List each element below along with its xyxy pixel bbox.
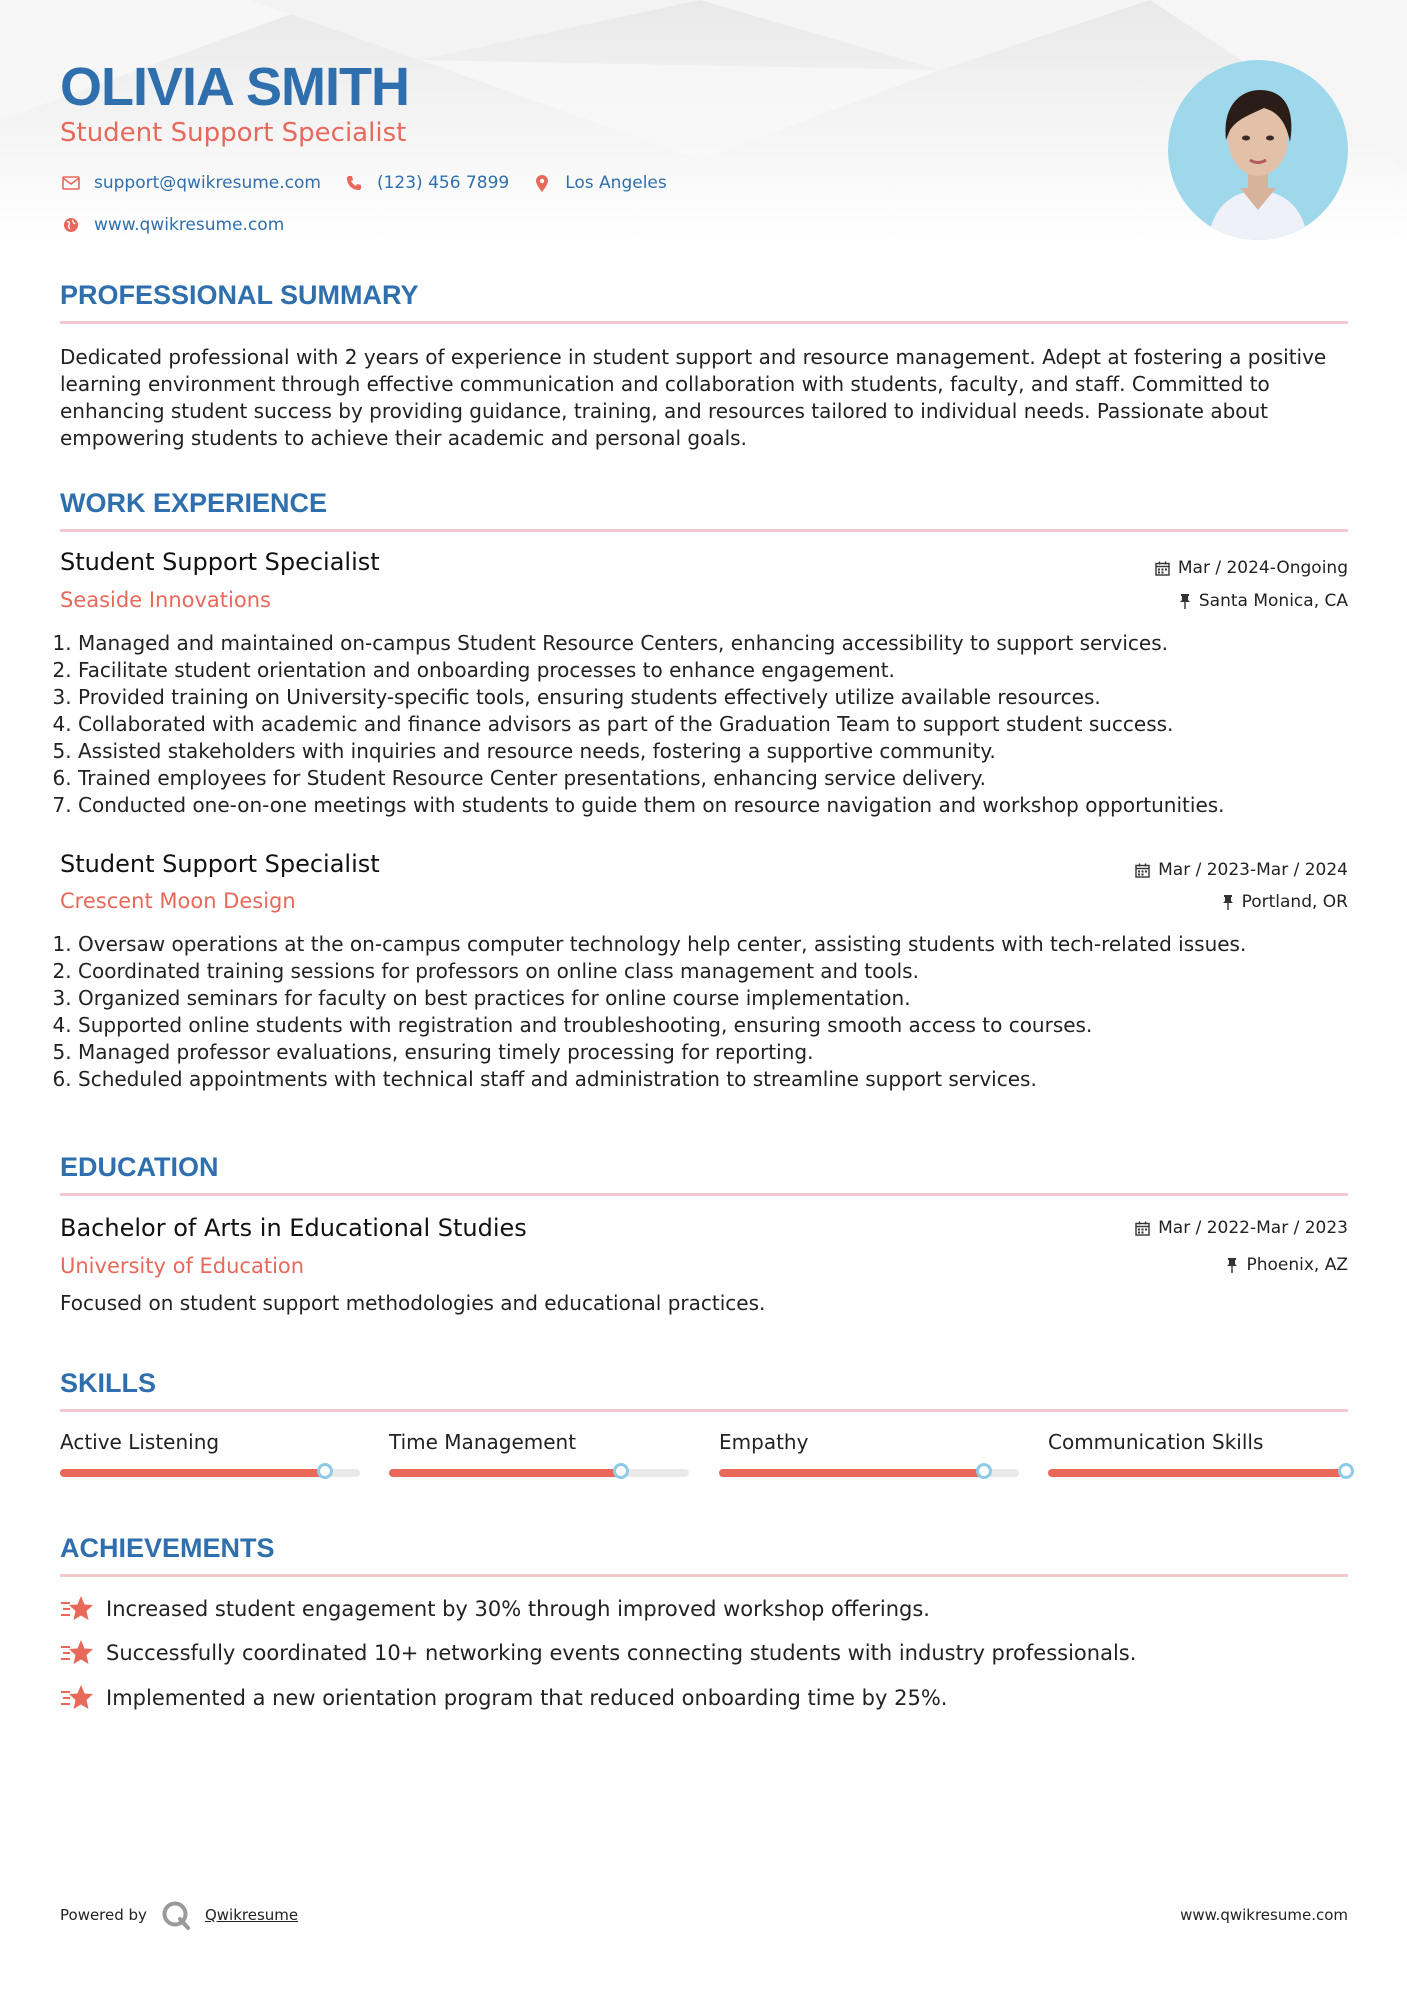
qwikresume-logo-icon bbox=[161, 1900, 191, 1930]
list-item: 6. Scheduled appointments with technical staff and administration to streamline support services. bbox=[78, 1066, 1348, 1093]
job-location bbox=[1222, 892, 1348, 912]
skill-track bbox=[1048, 1469, 1348, 1477]
job-location-text: Portland, OR bbox=[1241, 892, 1348, 912]
map-pin-icon bbox=[531, 172, 553, 194]
achievement-text: Successfully coordinated 10+ networking events connecting students with industry professionals. bbox=[106, 1641, 1137, 1665]
job-date-text: Mar / 2023-Mar / 2024 bbox=[1158, 860, 1348, 880]
skill-label: Empathy bbox=[719, 1430, 809, 1454]
candidate-role: Student Support Specialist bbox=[60, 118, 407, 148]
list-item: 2. Facilitate student orientation and onboarding processes to enhance engagement. bbox=[78, 657, 1348, 684]
skill-item bbox=[719, 1430, 1019, 1477]
list-item: 5. Assisted stakeholders with inquiries and resource needs, fostering a supportive community. bbox=[78, 738, 1348, 765]
footer-powered-by bbox=[60, 1900, 298, 1930]
star-icon bbox=[60, 1683, 94, 1713]
achievement-text: Implemented a new orientation program that reduced onboarding time by 25%. bbox=[106, 1686, 948, 1710]
skill-fill bbox=[60, 1469, 327, 1477]
list-item: 2. Coordinated training sessions for professors on online class management and tools. bbox=[78, 958, 1348, 985]
job-duties-list bbox=[60, 931, 1348, 1093]
phone-text[interactable]: (123) 456 7899 bbox=[376, 173, 510, 193]
list-item: 6. Trained employees for Student Resource Center presentations, enhancing service delivery. bbox=[78, 765, 1348, 792]
star-icon bbox=[60, 1638, 94, 1668]
achievements-divider bbox=[60, 1574, 1348, 1577]
calendar-icon bbox=[1155, 561, 1170, 576]
website-item[interactable] bbox=[60, 214, 284, 236]
email-item[interactable] bbox=[60, 172, 321, 194]
pushpin-icon bbox=[1179, 594, 1191, 609]
job-duties-list bbox=[60, 630, 1348, 819]
education-divider bbox=[60, 1193, 1348, 1196]
education-date-text: Mar / 2022-Mar / 2023 bbox=[1158, 1218, 1348, 1238]
website-row bbox=[60, 214, 306, 236]
education-location-text: Phoenix, AZ bbox=[1246, 1255, 1348, 1275]
list-item: 5. Managed professor evaluations, ensuring timely processing for reporting. bbox=[78, 1039, 1348, 1066]
skill-item bbox=[1048, 1430, 1348, 1477]
list-item: 4. Supported online students with registration and troubleshooting, ensuring smooth access to courses. bbox=[78, 1012, 1348, 1039]
pushpin-icon bbox=[1222, 895, 1234, 910]
skill-fill bbox=[1048, 1469, 1348, 1477]
education-location bbox=[1226, 1255, 1348, 1275]
list-item: 3. Organized seminars for faculty on best practices for online course implementation. bbox=[78, 985, 1348, 1012]
footer-website[interactable]: www.qwikresume.com bbox=[1180, 1906, 1348, 1924]
summary-heading: PROFESSIONAL SUMMARY bbox=[60, 280, 419, 310]
skills-divider bbox=[60, 1409, 1348, 1412]
calendar-icon bbox=[1135, 1221, 1150, 1236]
star-icon bbox=[60, 1594, 94, 1624]
achievement-item bbox=[60, 1594, 930, 1624]
job-date-text: Mar / 2024-Ongoing bbox=[1177, 558, 1348, 578]
skill-track bbox=[60, 1469, 360, 1477]
job-location-text: Santa Monica, CA bbox=[1198, 591, 1348, 611]
list-item: 7. Conducted one-on-one meetings with students to guide them on resource navigation and workshop opportunities. bbox=[78, 792, 1348, 819]
skill-label: Active Listening bbox=[60, 1430, 220, 1454]
achievement-text: Increased student engagement by 30% through improved workshop offerings. bbox=[106, 1597, 930, 1621]
powered-by-label: Powered by bbox=[60, 1906, 147, 1924]
achievement-item bbox=[60, 1638, 1136, 1668]
skill-item bbox=[60, 1430, 360, 1477]
list-item: 1. Managed and maintained on-campus Student Resource Centers, enhancing accessibility to support services. bbox=[78, 630, 1348, 657]
skill-track bbox=[719, 1469, 1019, 1477]
brand-link[interactable]: Qwikresume bbox=[204, 1906, 299, 1924]
contact-row bbox=[60, 172, 689, 194]
job-title: Student Support Specialist bbox=[60, 850, 380, 878]
email-text[interactable]: support@qwikresume.com bbox=[94, 173, 321, 193]
skill-label: Communication Skills bbox=[1048, 1430, 1264, 1454]
company-name: Crescent Moon Design bbox=[60, 889, 296, 913]
skill-level-knob bbox=[1338, 1463, 1354, 1479]
summary-divider bbox=[60, 321, 1348, 324]
achievements-heading: ACHIEVEMENTS bbox=[60, 1533, 275, 1563]
skill-track bbox=[389, 1469, 689, 1477]
school-name: University of Education bbox=[60, 1254, 305, 1278]
skill-level-knob bbox=[317, 1463, 333, 1479]
list-item: 1. Oversaw operations at the on-campus computer technology help center, assisting students with tech-related issues. bbox=[78, 931, 1348, 958]
job-date bbox=[1135, 860, 1348, 880]
calendar-icon bbox=[1135, 863, 1150, 878]
education-date bbox=[1135, 1218, 1348, 1238]
work-heading: WORK EXPERIENCE bbox=[60, 488, 328, 518]
skill-fill bbox=[719, 1469, 986, 1477]
envelope-icon bbox=[60, 172, 82, 194]
education-heading: EDUCATION bbox=[60, 1152, 219, 1182]
phone-icon bbox=[343, 172, 365, 194]
phone-item[interactable] bbox=[343, 172, 509, 194]
globe-icon bbox=[60, 214, 82, 236]
location-text: Los Angeles bbox=[565, 173, 667, 193]
job-date bbox=[1155, 558, 1348, 578]
list-item: 4. Collaborated with academic and finance advisors as part of the Graduation Team to support student success. bbox=[78, 711, 1348, 738]
skills-heading: SKILLS bbox=[60, 1368, 157, 1398]
degree-title: Bachelor of Arts in Educational Studies bbox=[60, 1214, 527, 1242]
work-divider bbox=[60, 529, 1348, 532]
list-item: 3. Provided training on University-specific tools, ensuring students effectively utilize available resources. bbox=[78, 684, 1348, 711]
job-location bbox=[1179, 591, 1348, 611]
skill-item bbox=[389, 1430, 689, 1477]
skill-label: Time Management bbox=[389, 1430, 577, 1454]
location-item bbox=[531, 172, 667, 194]
company-name: Seaside Innovations bbox=[60, 588, 271, 612]
education-description: Focused on student support methodologies and educational practices. bbox=[60, 1291, 766, 1315]
pushpin-icon bbox=[1226, 1258, 1238, 1273]
skill-fill bbox=[389, 1469, 623, 1477]
profile-photo bbox=[1168, 60, 1348, 240]
summary-text: Dedicated professional with 2 years of experience in student support and resource management. Adept at fostering a positive learning environment through effective communication and collaboration with students, faculty, and staff. Committed to enhancing student success by providing guidance, training, and resources tailored to individual needs. Passionate about empowering students to achieve their academic and personal goals. bbox=[60, 345, 1327, 450]
candidate-name: OLIVIA SMITH bbox=[60, 57, 409, 117]
website-text[interactable]: www.qwikresume.com bbox=[94, 215, 285, 235]
job-title: Student Support Specialist bbox=[60, 548, 380, 576]
skill-level-knob bbox=[613, 1463, 629, 1479]
achievement-item bbox=[60, 1683, 947, 1713]
skill-level-knob bbox=[976, 1463, 992, 1479]
